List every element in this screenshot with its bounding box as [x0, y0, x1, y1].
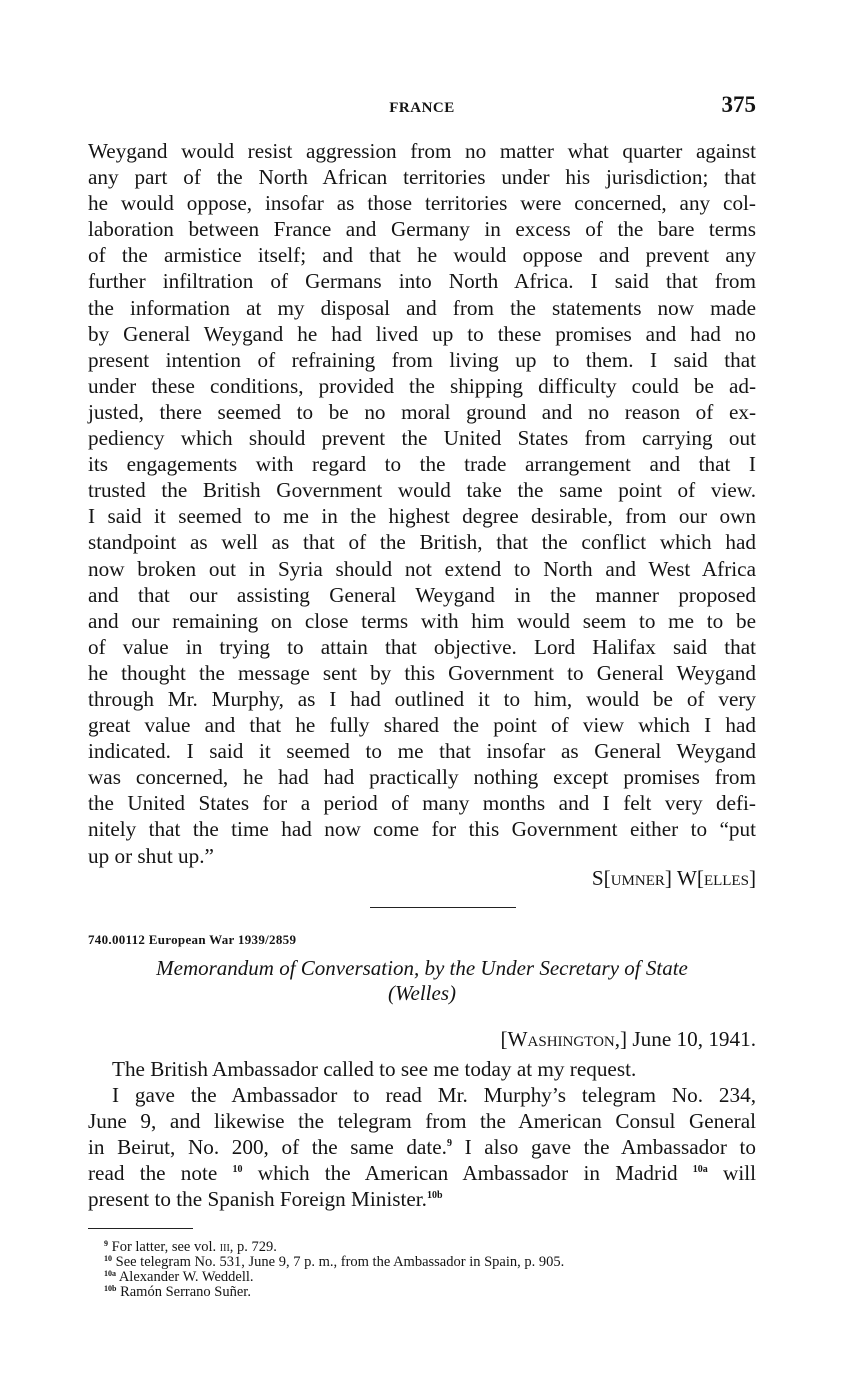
text-line: standpoint as well as that of the British, that the conflict which had [88, 530, 756, 555]
text-line: and our remaining on close terms with him would seem to me to be [88, 608, 756, 633]
footnote [104, 1255, 764, 1270]
text-line: was concerned, he had had practically nothing except promises from [88, 765, 756, 790]
text-line: under these conditions, provided the shipping difficulty could be ad- [88, 373, 756, 398]
text-line: justed, there seemed to be no moral ground and no reason of ex- [88, 399, 756, 424]
signature-initial-s: S[ [591, 866, 611, 890]
document-title-author: (Welles) [387, 981, 457, 1005]
text-line: of value in trying to attain that objective. Lord Halifax said that [88, 634, 756, 659]
running-title: FRANCE [389, 100, 455, 116]
running-head [88, 94, 756, 124]
section-divider [370, 907, 516, 908]
text-line: of the armistice itself; and that he would oppose and prevent any [88, 243, 756, 268]
text-line: up or shut up.” [88, 843, 214, 868]
text-fragment: in Beirut, No. 200, of the same date. [88, 1135, 447, 1160]
text-line: indicated. I said it seemed to me that insofar as General Weygand [88, 739, 756, 764]
text-line: he thought the message sent by this Government to General Weygand [88, 660, 756, 685]
text-fragment: present to the Spanish Foreign Minister. [88, 1187, 427, 1212]
text-line: now broken out in Syria should not extend to North and West Africa [88, 556, 756, 581]
text-line [88, 1134, 756, 1160]
text-line: present intention of refraining from living up to them. I said that [88, 347, 756, 372]
footnote-mark: 10a [104, 1269, 116, 1278]
text-line [88, 1160, 756, 1186]
text-line: by General Weygand he had lived up to these promises and had no [88, 321, 756, 346]
dateline-date: June 10, 1941. [632, 1027, 756, 1051]
text-line: June 9, and likewise the telegram from the American Consul General [88, 1109, 756, 1134]
footnote-mark: 10 [104, 1254, 112, 1263]
page-number: 375 [721, 92, 756, 117]
text-line: The British Ambassador called to see me today at my request. [112, 1057, 637, 1081]
text-line: trusted the British Government would take the same point of view. [88, 478, 756, 503]
text-line: laboration between France and Germany in excess of the bare terms [88, 217, 756, 242]
memorandum-body [88, 1056, 756, 1213]
footnote-text: Alexander W. Weddell. [116, 1269, 254, 1285]
text-fragment: I also gave the Ambassador to [451, 1135, 756, 1160]
text-line: pediency which should prevent the United States from carrying out [88, 426, 756, 451]
document-title-line: Memorandum of Conversation, by the Under Secretary of State [156, 956, 688, 980]
footnote-text: Ramón Serrano Suñer. [116, 1284, 251, 1300]
signature [88, 866, 756, 891]
text-line: its engagements with regard to the trade arrangement and that I [88, 452, 756, 477]
signature-initial-w: W[ [676, 866, 704, 890]
footnote [104, 1240, 764, 1255]
footnote-text: For latter, see vol. [108, 1239, 220, 1255]
dateline-place: Washington [507, 1027, 615, 1051]
text-line: great value and that he fully shared the point of view which I had [88, 713, 756, 738]
text-line: the United States for a period of many months and I felt very defi- [88, 791, 756, 816]
text-line: he would oppose, insofar as those territories were concerned, any col- [88, 191, 756, 216]
signature-name-s: umner [610, 866, 665, 890]
footnote-text: See telegram No. 531, June 9, 7 p. m., from the Ambassador in Spain, p. 905. [112, 1254, 565, 1270]
dateline-open: [ [500, 1027, 508, 1051]
signature-bracket-w: ] [748, 866, 756, 890]
text-line [88, 1186, 756, 1212]
text-fragment: will [707, 1161, 756, 1186]
footnotes [104, 1240, 764, 1300]
footnote-text: , p. 729. [229, 1239, 277, 1255]
text-line: I said it seemed to me in the highest degree desirable, from our own [88, 504, 756, 529]
footnote [104, 1285, 764, 1300]
footnote-volume: iii [219, 1239, 230, 1255]
text-line: the information at my disposal and from the statements now made [88, 295, 756, 320]
text-line: through Mr. Murphy, as I had outlined it to him, would be of very [88, 686, 756, 711]
text-fragment: read the note [88, 1161, 233, 1186]
document-title [88, 956, 756, 1006]
text-line: I gave the Ambassador to read Mr. Murphy’s telegram No. 234, [112, 1083, 756, 1108]
text-line: further infiltration of Germans into North Africa. I said that from [88, 269, 756, 294]
footnote-ref: 9 [446, 1138, 452, 1150]
footnote-ref: 10b [426, 1190, 443, 1202]
text-line: nitely that the time had now come for this Government either to “put [88, 817, 756, 842]
footnote-ref: 10a [692, 1164, 708, 1176]
dateline-close: ,] [614, 1027, 628, 1051]
text-fragment: which the American Ambassador in Madrid [242, 1161, 693, 1186]
text-line: and that our assisting General Weygand in the manner proposed [88, 582, 756, 607]
footnote-mark: 9 [104, 1239, 108, 1248]
signature-name-w: elles [703, 866, 749, 890]
signature-bracket-s: ] [664, 866, 672, 890]
footnote [104, 1270, 764, 1285]
file-number: 740.00112 European War 1939/2859 [88, 932, 297, 947]
footnote-mark: 10b [104, 1284, 117, 1293]
paragraph-continuation [88, 138, 756, 869]
footnote-divider [88, 1228, 193, 1229]
footnote-ref: 10 [232, 1164, 243, 1176]
text-line: any part of the North African territories under his jurisdiction; that [88, 165, 756, 190]
dateline [88, 1027, 756, 1052]
text-line: Weygand would resist aggression from no matter what quarter against [88, 139, 756, 163]
